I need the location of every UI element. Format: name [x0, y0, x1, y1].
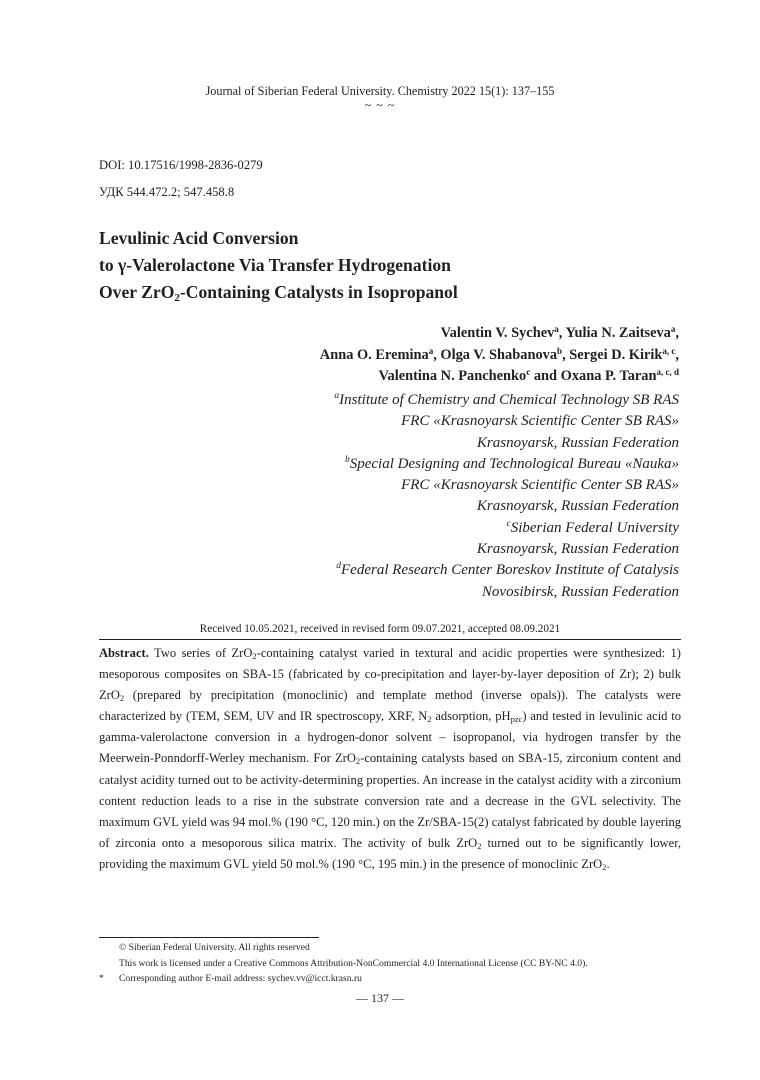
author: Valentin V. Sychev	[440, 325, 555, 341]
affiliation-b-line-2: FRC «Krasnoyarsk Scientific Center SB RAS»	[401, 477, 679, 494]
author: Olga V. Shabanova	[440, 346, 558, 363]
udk-code: УДК 544.472.2; 547.458.8	[99, 185, 235, 199]
license-notice: This work is licensed under a Creative Commons Attribution-NonCommercial 4.0 International License (CC BY-NC 4.0).	[119, 958, 588, 969]
author: Anna O. Eremina	[319, 346, 429, 363]
paper-title	[99, 225, 458, 306]
author-line-3: Valentina N. Panchenko$^c$ and Oxana P. Taran$^{a, c, d}$	[378, 367, 679, 384]
affiliation-d-line-1: $^d$Federal Research Center Boreskov Institute of Catalysis	[336, 561, 679, 579]
author-list	[320, 323, 679, 388]
affiliation-a-line-3: Krasnoyarsk, Russian Federation	[476, 434, 679, 451]
title-line-1: Levulinic Acid Conversion	[99, 228, 299, 248]
corresponding-author: * Corresponding author E-mail address: sychev.vv@icct.krasn.ru	[99, 973, 362, 984]
affiliation-c-line-2: Krasnoyarsk, Russian Federation	[476, 541, 679, 558]
author-line-1: Valentin V. Sychev$^a$, Yulia N. Zaitseva$^a$,	[440, 324, 679, 341]
author-line-2: Anna O. Eremina$^a$, Olga V. Shabanova$^b$, Sergei D. Kirik$^{a, c}$,	[319, 345, 679, 363]
received-dates: Received 10.05.2021, received in revised form 09.07.2021, accepted 08.09.2021	[199, 623, 561, 635]
journal-header: Journal of Siberian Federal University. Chemistry 2022 15(1): 137–155	[205, 84, 555, 98]
header-separator: ~ ~ ~	[364, 98, 396, 112]
doi: DOI: 10.17516/1998-2836-0279	[99, 158, 263, 172]
copyright-notice: © Siberian Federal University. All rights reserved	[119, 942, 310, 953]
affiliations	[334, 390, 679, 603]
author: Yulia N. Zaitseva	[565, 325, 671, 341]
author: Sergei D. Kirik	[569, 346, 663, 363]
title-line-2: to γ-Valerolactone Via Transfer Hydrogenation	[99, 255, 451, 275]
abstract-divider	[99, 639, 681, 640]
author: Valentina N. Panchenko	[378, 368, 527, 384]
page-number: — 137 —	[356, 991, 404, 1005]
author: Oxana P. Taran	[560, 368, 657, 384]
affiliation-a-line-2: FRC «Krasnoyarsk Scientific Center SB RAS»	[401, 413, 679, 430]
abstract: Abstract. Two series of ZrO$_2$-containing catalyst varied in textural and acidic properties were synthesized: 1) mesoporous composites on SBA-15 (fabricated by co-precipitation and layer-by-layer deposition of Zr); 2) bulk ZrO$_2$ (prepared by precipitation (monoclinic) and template method (inverse opals)). The catalysts were characterized by (TEM, SEM, UV and IR spectroscopy, XRF, $N_2$ adsorption, $pH_{pzc}$) and tested in levulinic acid to gamma-valerolactone conversion in a hydrogen-donor solvent – isopropanol, via hydrogen transfer by the Meerwein-Ponndorff-Werley mechanism. For ZrO$_2$-containing catalysts based on SBA-15, zirconium content and catalyst acidity turned out to be activity-determining properties. An increase in the catalyst acidity with a zirconium content reduction leads to a rise in the substrate conversion rate and a decrease in the GVL selectivity. The maximum GVL yield was 94 mol.% (190 °C, 120 min.) on the Zr/SBA-15(2) catalyst fabricated by double layering of zirconia onto a mesoporous silica matrix. The activity of bulk ZrO$_2$ turned out to be significantly lower, providing the maximum GVL yield 50 mol.% (190 °C, 195 min.) in the presence of monoclinic ZrO$_2$.	[99, 646, 682, 872]
title-line-3: Over ZrO$_2$-Containing Catalysts in Isopropanol	[99, 282, 458, 304]
affiliation-b-line-3: Krasnoyarsk, Russian Federation	[476, 498, 679, 515]
affiliation-a-line-1: $^a$Institute of Chemistry and Chemical Technology SB RAS	[334, 391, 679, 408]
affiliation-b-line-1: $^b$Special Designing and Technological Bureau «Nauka»	[344, 454, 679, 472]
asterisk-mark: *	[99, 973, 104, 984]
affiliation-c-line-1: $^c$Siberian Federal University	[506, 518, 679, 536]
abstract-label: Abstract.	[99, 646, 149, 660]
footnote-divider	[99, 937, 319, 938]
affiliation-d-line-2: Novosibirsk, Russian Federation	[481, 583, 679, 600]
